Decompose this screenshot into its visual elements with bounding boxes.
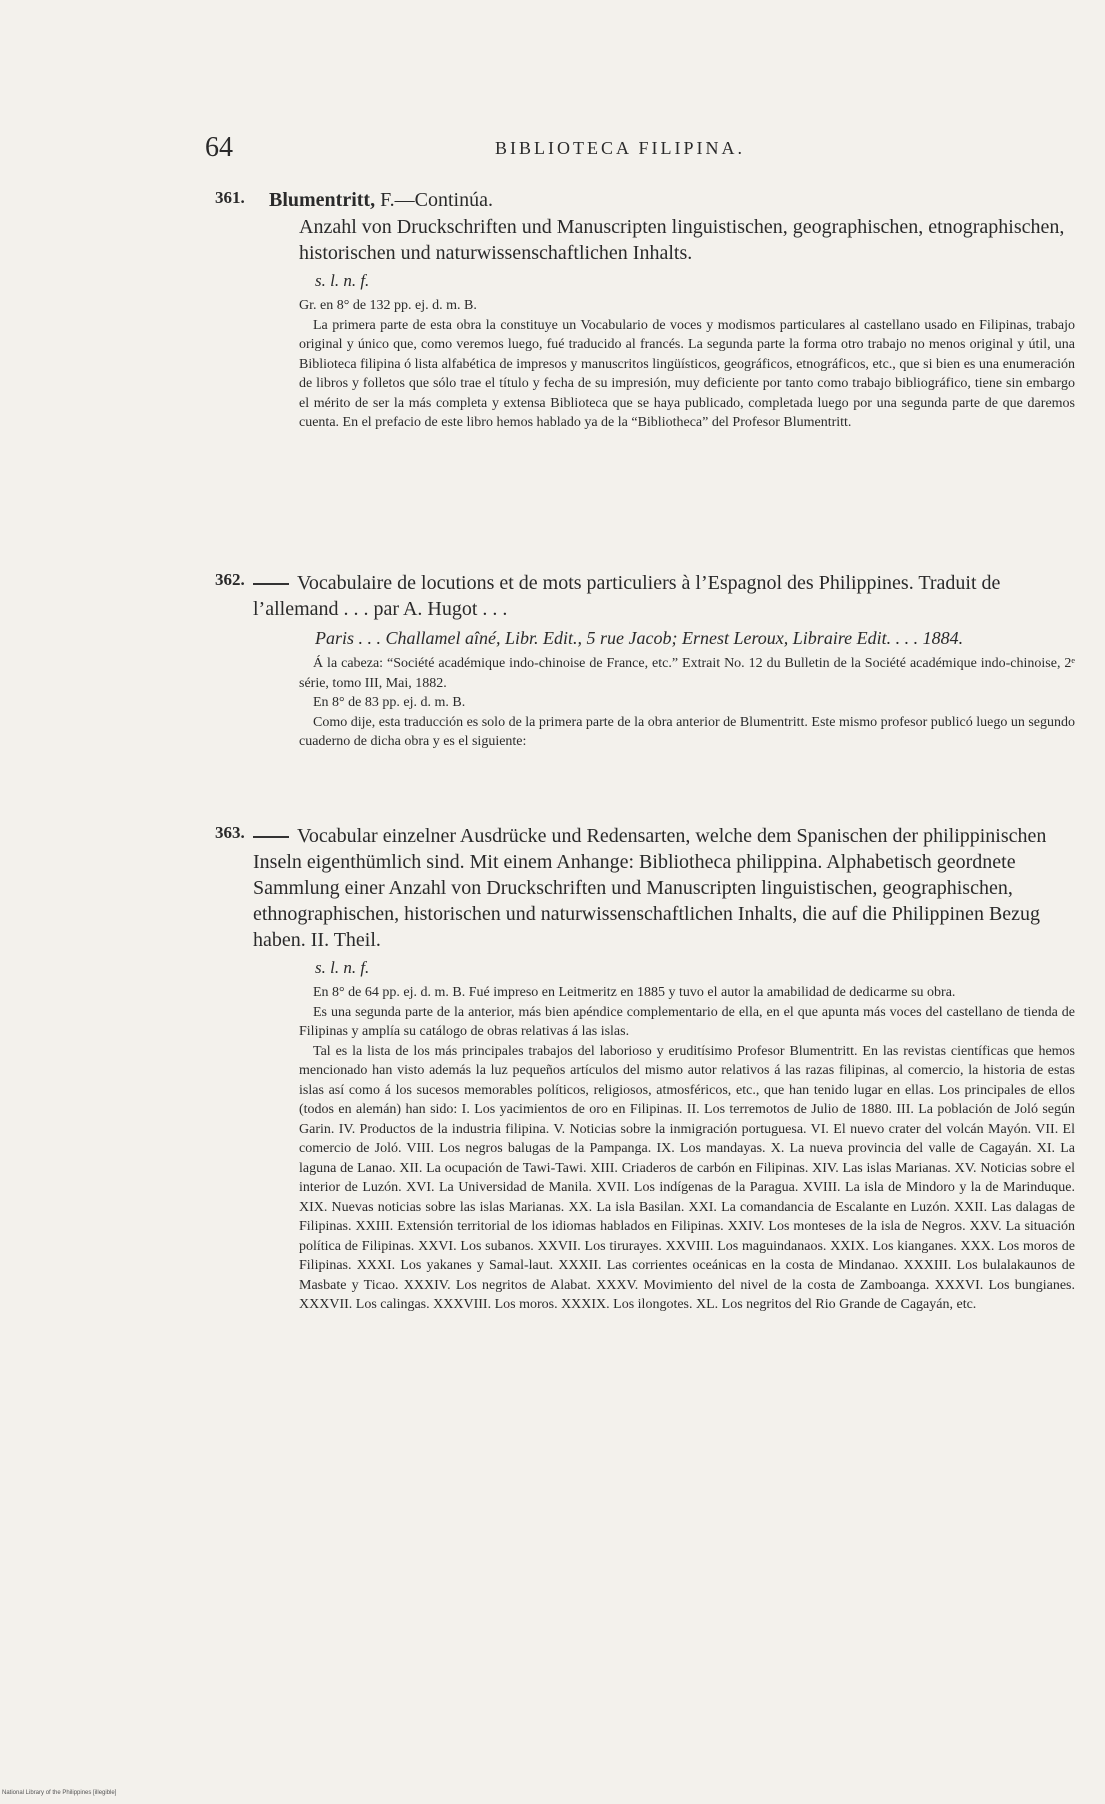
entry-imprint: s. l. n. f. [315,958,370,977]
entry-title: Anzahl von Druckschriften und Manuscripten linguistischen, geographischen, etnographischen, historischen und naturwissenschaftlichen Inhalts. [299,216,1065,264]
entry-title: Vocabular einzelner Ausdrücke und Redensarten, welche dem Spanischen der philippinischen Inseln eigenthümlich sind. Mit einem Anhange: Bibliotheca philippina. Alphabetisch geordnete Sammlung einer Anzahl von Druckschriften und Manuscripten linguistischen, geographischen, ethnographischen, historischen und naturwissenschaftlichen Inhalts, die auf die Philippinen Bezug haben. II. Theil. [253,825,1047,951]
entry-number: 361. [215,188,245,207]
entry-note-2: Tal es la lista de los más principales trabajos del laborioso y eruditísimo Profesor Blumentritt. En las revistas científicas que hemos mencionado han visto además la luz pequeños artículos del mismo autor relativos á las razas filipinas, al comercio, la historia de estas islas así como á los sucesos memorables políticos, religiosos, atmosféricos, etc., que han tenido lugar en ellas. Los principales de ellos (todos en alemán) han sido: I. Los yacimientos de oro en Filipinas. II. Los terremotos de Julio de 1880. III. La población de Joló según Garin. IV. Productos de la industria filipina. V. Noticias sobre la inmigración portuguesa. VI. El nuevo crater del volcán Mayón. VII. El comercio de Joló. VIII. Los negros balugas de la Pampanga. IX. Los mandayas. X. La nueva provincia del valle de Cagayán. XI. La laguna de Lanao. XII. La ocupación de Tawi-Tawi. XIII. Criaderos de carbón en Filipinas. XIV. Las islas Marianas. XV. Noticias sobre el interior de Luzón. XVI. La Universidad de Manila. XVII. Los indígenas de la Paragua. XVIII. La isla de Mindoro y la de Marinduque. XIX. Nuevas noticias sobre las islas Marianas. XX. La isla Basilan. XXI. La comandancia de Escalante en Luzón. XXII. Las dalagas de Filipinas. XXIII. Extensión territorial de los idiomas hablados en Filipinas. XXIV. Los monteses de la isla de Negros. XXV. La situación política de Filipinas. XXVI. Los subanos. XXVII. Los tirurayes. XXVIII. Los maguindanaos. XXIX. Los kianganes. XXX. Los moros de Filipinas. XXXI. Los yakanes y Samal-laut. XXXII. Las corrientes oceánicas en la costa de Mindanao. XXXIII. Los bulalakaunos de Masbate y Ticao. XXXIV. Los negritos de Alabat. XXXV. Movimiento del nivel de la costa de Zamboanga. XXXVI. Los bungianes. XXXVII. Los calingas. XXXVIII. Los moros. XXXIX. Los ilongotes. XL. Los negritos del Rio Grande de Cagayán, etc. [299,1043,1075,1312]
repeat-author-dash [253,836,289,838]
author-line [269,188,1075,212]
author-continuation: F.—Continúa. [380,189,493,211]
entry-note-head: Á la cabeza: “Société académique indo-chinoise de France, etc.” Extrait No. 12 du Bulletin de la Société académique indo-chinoise, 2ᵉ série, tomo III, Mai, 1882. [299,656,1075,691]
page-number: 64 [205,132,233,163]
author-name: Blumentritt, [269,189,376,211]
entry-collation: En 8° de 64 pp. ej. d. m. B. Fué impreso en Leitmeritz en 1885 y tuvo el autor la amabilidad de dedicarme su obra. [313,985,956,1000]
running-title: BIBLIOTECA FILIPINA. [495,138,745,158]
entry-imprint: Paris . . . Challamel aîné, Libr. Edit., 5 rue Jacob; Ernest Leroux, Libraire Edit. . . . 1884. [315,628,964,648]
entry-number: 363. [215,823,245,842]
repeat-author-dash [253,583,289,585]
footer-credit: National Library of the Philippines [illegible] [2,1790,117,1796]
entry-note-1: Es una segunda parte de la anterior, más bien apéndice complementario de ella, en el que apunta más voces del castellano de tienda de Filipinas y amplía su catálogo de obras relativas á las islas. [299,1004,1075,1039]
running-head [205,132,1075,172]
entry-title: Vocabulaire de locutions et de mots particuliers à l’Espagnol des Philippines. Traduit de l’allemand . . . par A. Hugot . . . [253,572,1001,620]
entry-note: Como dije, esta traducción es solo de la primera parte de la obra anterior de Blumentritt. Este mismo profesor publicó luego un segundo cuaderno de dicha obra y es el siguiente: [299,714,1076,749]
entry-imprint: s. l. n. f. [315,271,370,290]
entry-note: La primera parte de esta obra la constituye un Vocabulario de voces y modismos particulares al castellano usado en Filipinas, trabajo original y único que, como veremos luego, fué traducido al francés. La segunda parte la forma otro trabajo no menos original y útil, una Biblioteca filipina ó lista alfabética de impresos y manuscritos lingüísticos, geográficos, etnográficos, etc., que si bien es una enumeración de libros y folletos que sólo trae el título y fecha de su impresión, muy deficiente por tanto como trabajo bibliográfico, tiene sin embargo el mérito de ser la más completa y extensa Biblioteca que se haya publicado, completada luego por una segunda parte de que daremos cuenta. En el prefacio de este libro hemos hablado ya de la “Bibliotheca” del Profesor Blumentritt. [299,317,1075,430]
entry-collation: Gr. en 8° de 132 pp. ej. d. m. B. [299,298,477,313]
entry-collation: En 8° de 83 pp. ej. d. m. B. [313,695,466,710]
entry-number: 362. [215,570,245,589]
entry-361 [215,188,1075,433]
entry-362 [215,570,1075,752]
entry-363 [215,823,1075,1315]
